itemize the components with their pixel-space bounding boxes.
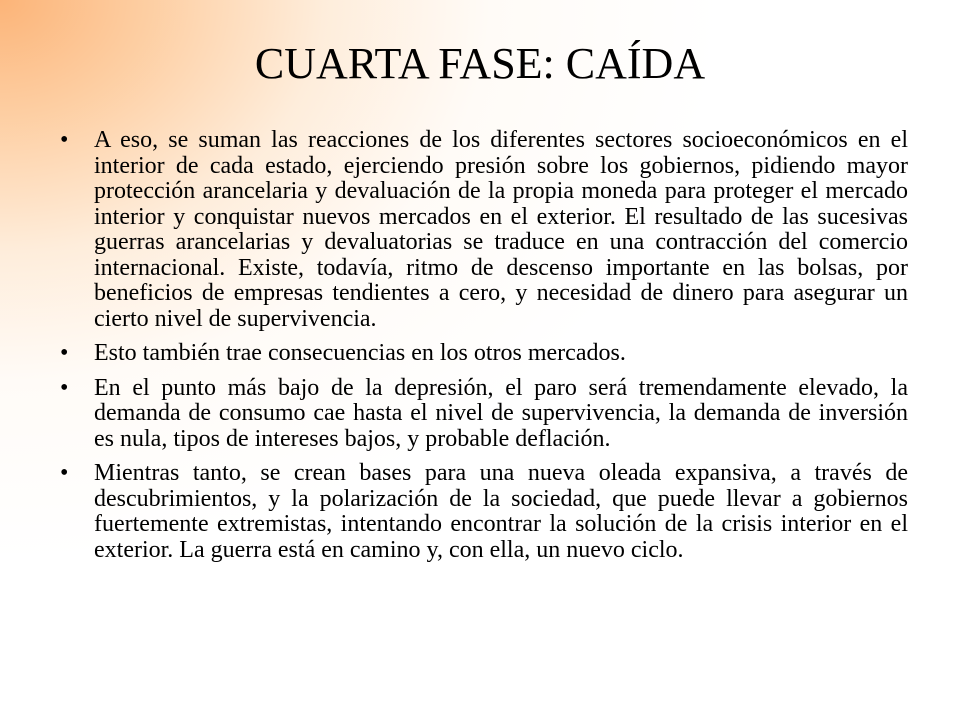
bullet-item-2 xyxy=(58,341,908,367)
slide-title: CUARTA FASE: CAÍDA xyxy=(254,39,706,88)
bullet-item-4 xyxy=(58,461,908,563)
bullet-marker: • xyxy=(60,340,69,366)
bullet-item-1 xyxy=(58,128,908,332)
bullet-text: A eso, se suman las reacciones de los diferentes sectores socioeconómicos en el interior de cada estado, ejerciendo presión sobre los gobiernos, pidiendo mayor protección arancelaria y devaluación de la propia moneda para proteger el mercado interior y conquistar nuevos mercados en el exterior. El resultado de las sucesivas guerras arancelarias y devaluatorias se traduce en una contracción del comercio internacional. Existe, todavía, ritmo de descenso importante en las bolsas, por beneficios de empresas tendientes a cero, y necesidad de dinero para asegurar un cierto nivel de supervivencia. xyxy=(94,127,908,332)
bullet-text: En el punto más bajo de la depresión, el paro será tremendamente elevado, la demanda de consumo cae hasta el nivel de supervivencia, la demanda de inversión es nula, tipos de intereses bajos, y probable deflación. xyxy=(94,374,908,452)
bullet-text: Esto también trae consecuencias en los otros mercados. xyxy=(94,340,626,366)
bullet-text: Mientras tanto, se crean bases para una nueva oleada expansiva, a través de descubrimientos, y la polarización de la sociedad, que puede llevar a gobiernos fuertemente extremistas, intentando encontrar la solución de la crisis interior en el exterior. La guerra está en camino y, con ella, un nuevo ciclo. xyxy=(94,460,908,563)
bullet-list xyxy=(58,128,908,572)
bullet-marker: • xyxy=(60,460,69,486)
bullet-marker: • xyxy=(60,127,69,153)
bullet-marker: • xyxy=(60,374,69,401)
bullet-item-3 xyxy=(58,376,908,453)
